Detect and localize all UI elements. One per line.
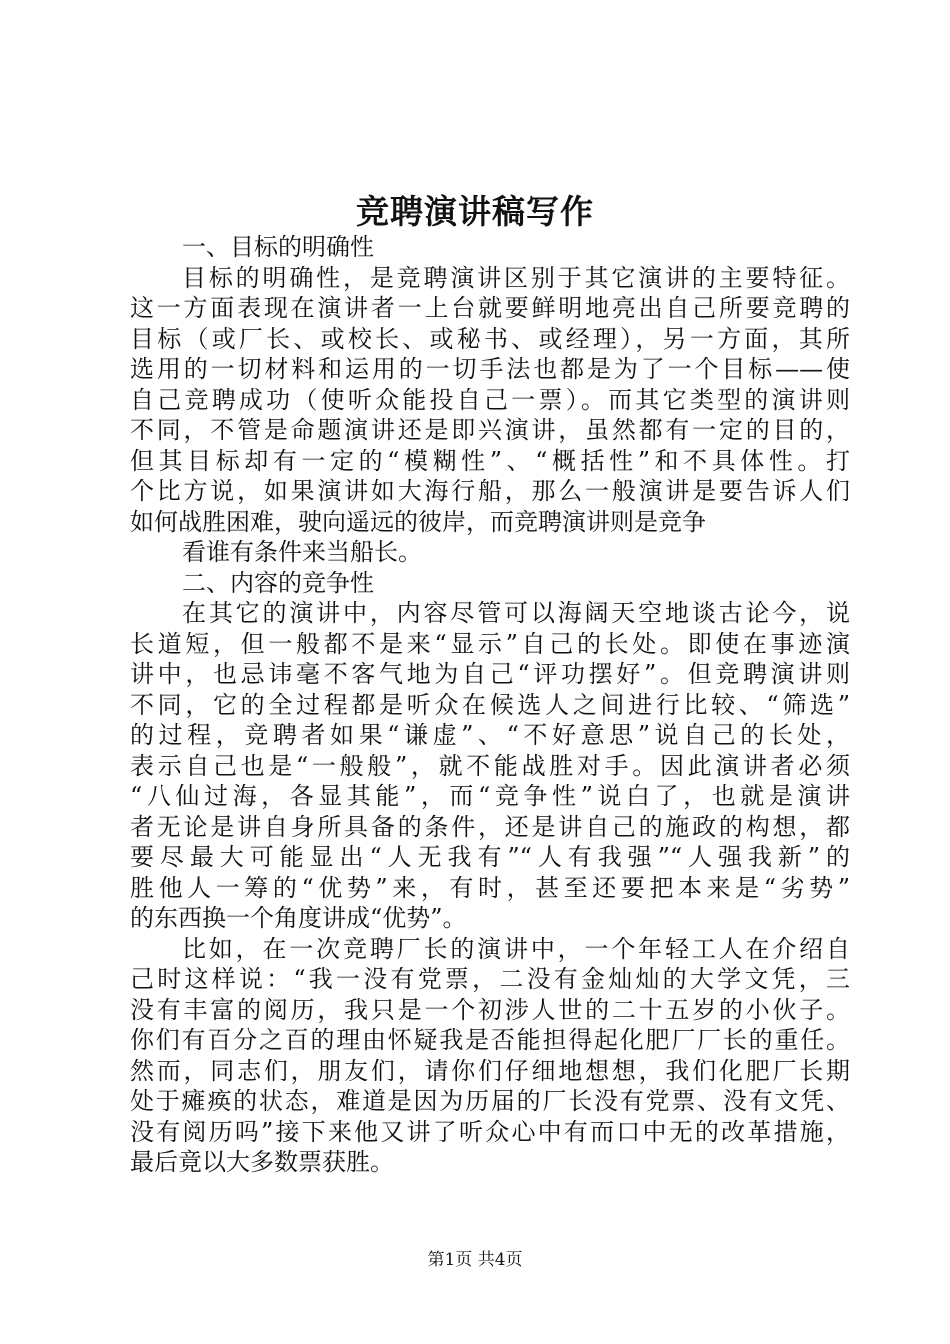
text-line: 选用的一切材料和运用的一切手法也都是为了一个目标——使: [130, 355, 850, 383]
text-line: 没有丰富的阅历，我只是一个初涉人世的二十五岁的小伙子。: [130, 995, 850, 1024]
text-line: 表示自己也是“一般般”，就不能战胜对手。因此演讲者必须: [130, 751, 850, 780]
text-line: 没有阅历吗”接下来他又讲了听众心中有而口中无的改革措施，: [130, 1117, 850, 1146]
text-line: 这一方面表现在演讲者一上台就要鲜明地亮出自己所要竞聘的: [130, 294, 850, 322]
text-line: 者无论是讲自身所具备的条件，还是讲自己的施政的构想，都: [130, 812, 850, 841]
text-line: 然而，同志们，朋友们，请你们仔细地想想，我们化肥厂长期: [130, 1056, 850, 1085]
text-line: 不同，不管是命题演讲还是即兴演讲，虽然都有一定的目的，: [130, 416, 850, 444]
text-line: 己时这样说：“我一没有党票，二没有金灿灿的大学文凭，三: [130, 965, 850, 993]
text-line: 的过程，竞聘者如果“谦虚”、“不好意思”说自己的长处，: [130, 721, 850, 749]
text-line: 不同，它的全过程都是听众在候选人之间进行比较、“筛选”: [130, 690, 850, 719]
text-line: 如何战胜困难，驶向遥远的彼岸，而竞聘演讲则是竞争: [130, 507, 706, 536]
text-line: 个比方说，如果演讲如大海行船，那么一般演讲是要告诉人们: [130, 477, 850, 505]
text-line: 但其目标却有一定的“模糊性”、“概括性”和不具体性。打: [130, 446, 850, 475]
text-line: 在其它的演讲中，内容尽管可以海阔天空地谈古论今，说: [182, 599, 850, 627]
text-line: 你们有百分之百的理由怀疑我是否能担得起化肥厂厂长的重任。: [130, 1026, 850, 1054]
text-line: 长道短，但一般都不是来“显示”自己的长处。即使在事迹演: [130, 629, 850, 658]
text-line: 要尽最大可能显出“人无我有”“人有我强”“人强我新”的: [130, 843, 850, 871]
page-footer: 第1页 共4页: [427, 1250, 523, 1270]
text-line: 目标的明确性，是竞聘演讲区别于其它演讲的主要特征。: [182, 263, 850, 292]
text-line: 一、目标的明确性: [182, 233, 374, 261]
text-line: 二、内容的竞争性: [182, 568, 374, 597]
text-line: 讲中，也忌讳毫不客气地为自己“评功摆好”。但竞聘演讲则: [130, 660, 850, 688]
text-line: 看谁有条件来当船长。: [182, 538, 422, 566]
text-line: 目标（或厂长、或校长、或秘书、或经理），另一方面，其所: [130, 324, 850, 353]
text-line: 胜他人一筹的“优势”来，有时，甚至还要把本来是“劣势”: [130, 873, 850, 902]
text-line: 比如，在一次竞聘厂长的演讲中，一个年轻工人在介绍自: [182, 934, 850, 963]
text-line: “八仙过海，各显其能”，而“竞争性”说白了，也就是演讲: [130, 782, 850, 810]
text-line: 自己竞聘成功（使听众能投自己一票）。而其它类型的演讲则: [130, 385, 850, 414]
text-line: 最后竟以大多数票获胜。: [130, 1148, 394, 1176]
document-title: 竞聘演讲稿写作: [356, 192, 594, 231]
document-body: [130, 232, 850, 1178]
text-line: 的东西换一个角度讲成“优势”。: [130, 904, 467, 932]
text-line: 处于瘫痪的状态，难道是因为历届的厂长没有党票、没有文凭、: [130, 1087, 850, 1115]
